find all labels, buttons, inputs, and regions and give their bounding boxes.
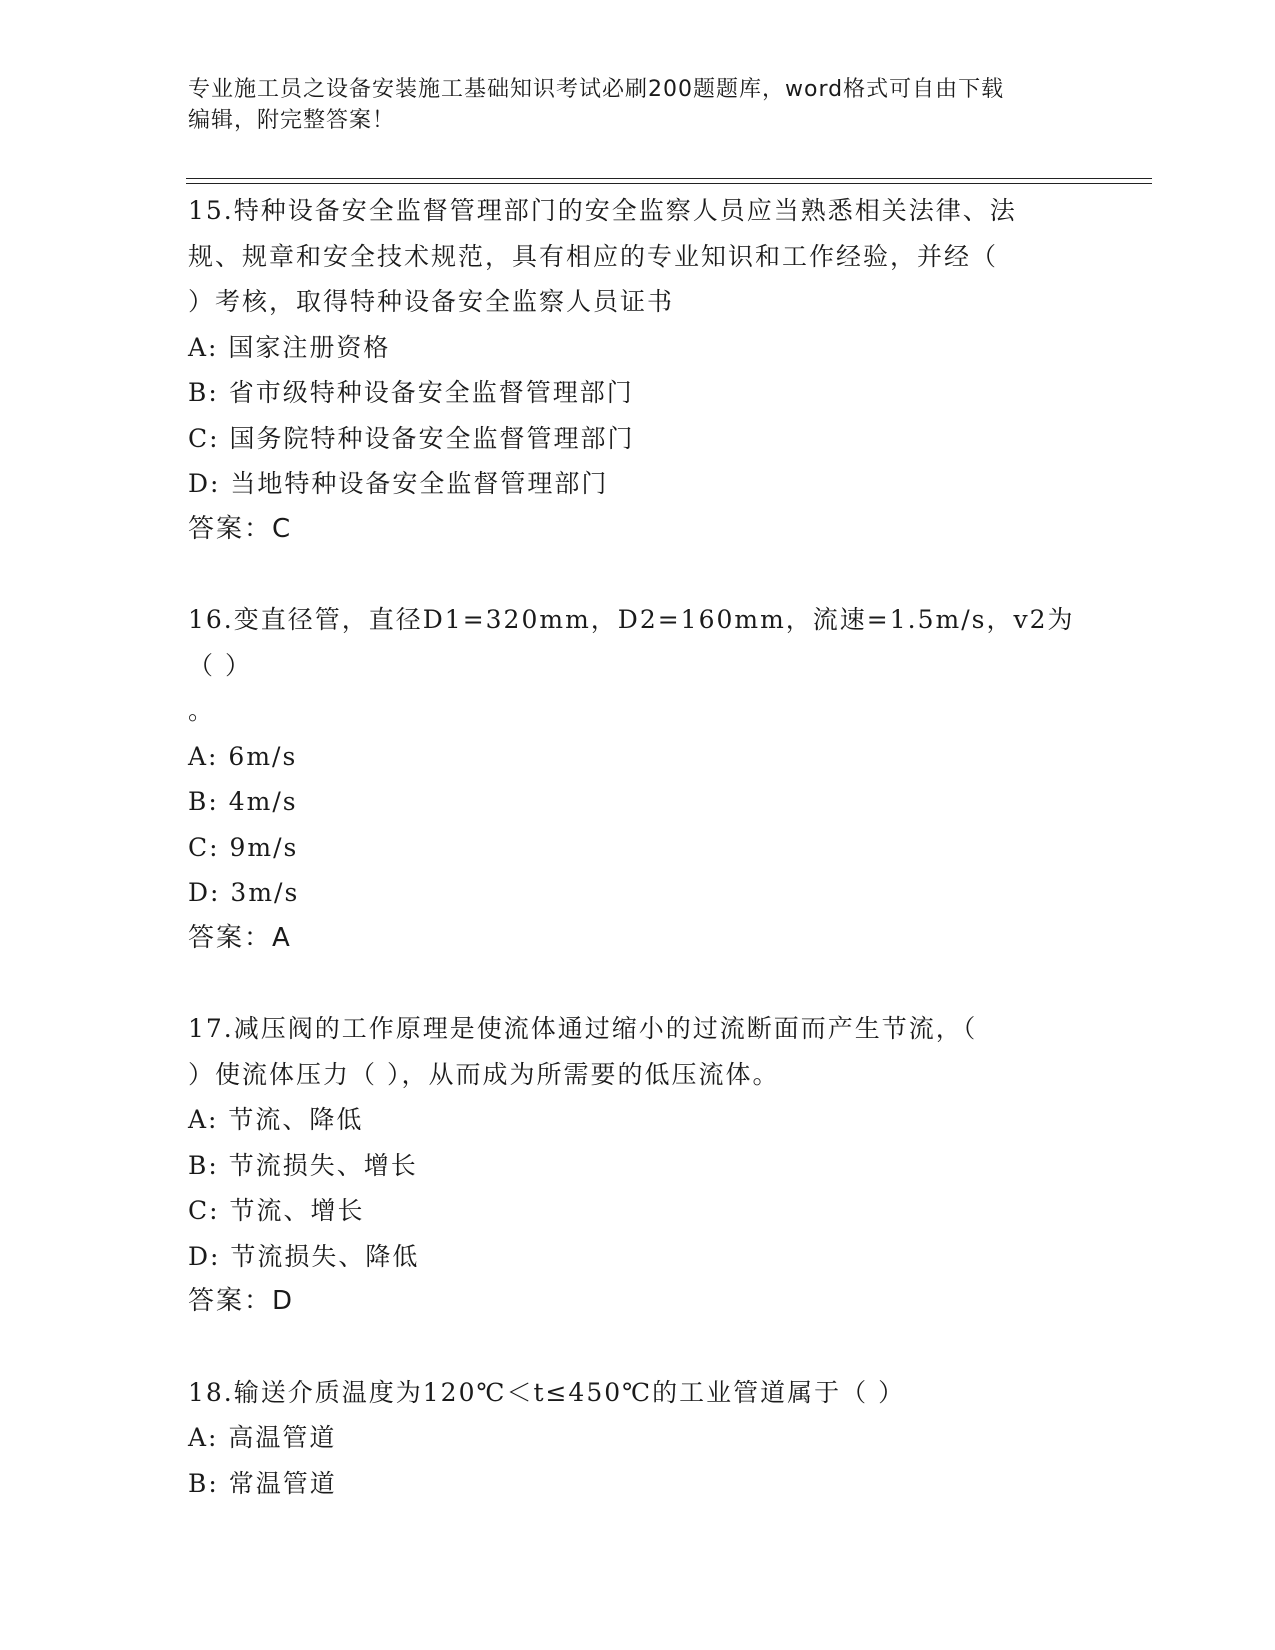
option-c: C: 节流、增长 xyxy=(188,1196,365,1225)
question-text-line: ）考核，取得特种设备安全监察人员证书 xyxy=(188,287,675,316)
question-15 xyxy=(188,188,1088,552)
document-header xyxy=(188,74,1088,136)
answer: 答案：A xyxy=(188,922,292,953)
question-text-line: 15.特种设备安全监督管理部门的安全监察人员应当熟悉相关法律、法 xyxy=(188,196,1017,225)
question-17 xyxy=(188,1006,1088,1325)
question-text-line: 17.减压阀的工作原理是使流体通过缩小的过流断面而产生节流，（ xyxy=(188,1014,978,1043)
header-divider-top xyxy=(186,178,1152,179)
answer: 答案：C xyxy=(188,513,293,544)
option-d: D: 节流损失、降低 xyxy=(188,1241,420,1271)
option-c: C: 国务院特种设备安全监督管理部门 xyxy=(188,423,635,453)
option-d: D: 3m/s xyxy=(188,878,300,907)
option-a: A: 6m/s xyxy=(188,741,298,771)
question-text-line: ）使流体压力（ ），从而成为所需要的低压流体。 xyxy=(188,1059,780,1089)
option-b: B: 常温管道 xyxy=(188,1468,337,1498)
option-b: B: 节流损失、增长 xyxy=(188,1150,418,1180)
question-16 xyxy=(188,597,1088,961)
option-d: D: 当地特种设备安全监督管理部门 xyxy=(188,469,609,498)
option-a: A: 节流、降低 xyxy=(188,1105,364,1134)
header-divider-bottom xyxy=(186,183,1152,184)
question-text-line: 规、规章和安全技术规范，具有相应的专业知识和工作经验，并经（ xyxy=(188,241,999,271)
answer: 答案：D xyxy=(188,1286,295,1316)
question-text-line: 18.输送介质温度为120℃＜t≤450℃的工业管道属于（ ） xyxy=(188,1377,906,1407)
option-b: B: 省市级特种设备安全监督管理部门 xyxy=(188,378,634,407)
question-text-line: 16.变直径管，直径D1=320mm，D2=160mm，流速=1.5m/s，v2为（ ） xyxy=(188,605,1075,680)
option-b: B: 4m/s xyxy=(188,787,298,816)
question-list xyxy=(188,188,1088,1506)
header-title-line-2: 编辑，附完整答案！ xyxy=(188,108,396,133)
option-a: A: 国家注册资格 xyxy=(188,332,391,362)
question-18 xyxy=(188,1370,1088,1507)
question-text-line: 。 xyxy=(188,696,216,725)
option-a: A: 高温管道 xyxy=(188,1423,337,1452)
header-title-line-1: 专业施工员之设备安装施工基础知识考试必刷200题题库，word格式可自由下载 xyxy=(188,77,1005,102)
option-c: C: 9m/s xyxy=(188,832,299,862)
